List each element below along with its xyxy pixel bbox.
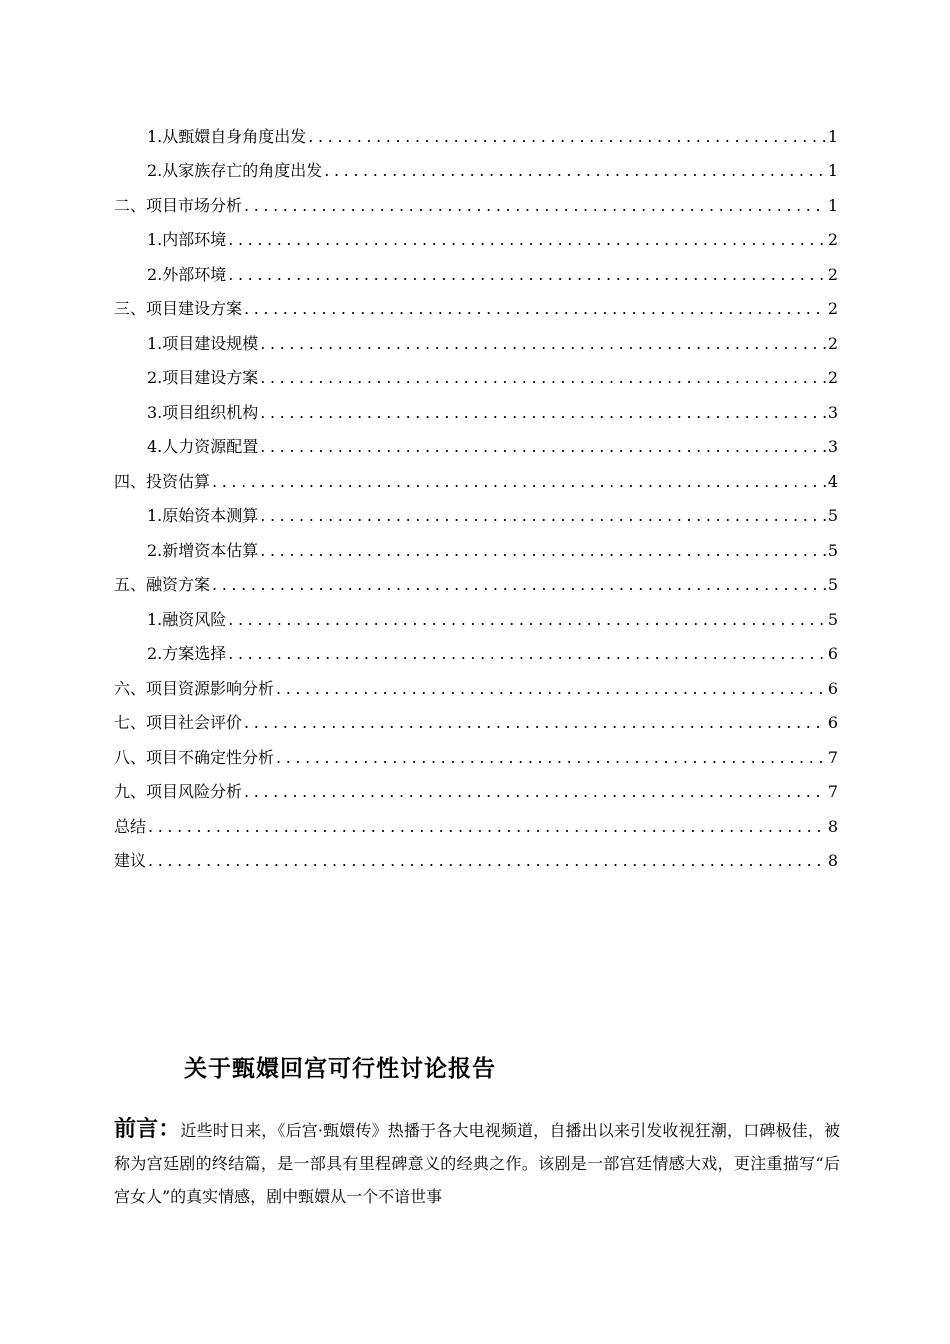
- toc-entry-text: 2.新增资本估算: [147, 541, 259, 560]
- toc-dot-leader: [260, 365, 826, 391]
- toc-entry-text: 八、项目不确定性分析: [114, 748, 275, 767]
- toc-entry[interactable]: [114, 814, 838, 840]
- toc-page-number: 2: [827, 230, 838, 249]
- toc-page-number: 8: [827, 851, 838, 870]
- toc-page-number: 6: [827, 713, 838, 732]
- toc-entry-text: 1.原始资本测算: [147, 506, 259, 525]
- toc-dot-leader: [148, 814, 826, 840]
- toc-page-number: 2: [827, 334, 838, 353]
- toc-dot-leader: [276, 745, 826, 771]
- toc-dot-leader: [260, 400, 826, 426]
- toc-entry-text: 4.人力资源配置: [147, 437, 259, 456]
- toc-dot-leader: [228, 227, 826, 253]
- toc-entry-text: 2.方案选择: [147, 644, 227, 663]
- toc-entry[interactable]: [147, 434, 838, 460]
- toc-entry-text: 三、项目建设方案: [114, 299, 243, 318]
- toc-entry[interactable]: [147, 124, 838, 150]
- toc-entry-text: 2.外部环境: [147, 265, 227, 284]
- toc-entry-text: 六、项目资源影响分析: [114, 679, 275, 698]
- toc-entry-text: 3.项目组织机构: [147, 403, 259, 422]
- toc-dot-leader: [244, 779, 826, 805]
- toc-page-number: 3: [827, 403, 838, 422]
- preface-text: 近些时日来，《后宫·甄嬛传》热播于各大电视频道，自播出以来引发收视狂潮，口碑极佳，被称为宫廷剧的终结篇，是一部具有里程碑意义的经典之作。该剧是一部宫廷情感大戏，更注重描写“后宫女人”的真实情感，剧中甄嬛从一个不谙世事: [114, 1121, 840, 1206]
- toc-entry-text: 建议: [114, 851, 147, 870]
- toc-entry[interactable]: [147, 607, 838, 633]
- toc-page-number: 2: [827, 368, 838, 387]
- toc-dot-leader: [260, 331, 826, 357]
- toc-entry-text: 2.项目建设方案: [147, 368, 259, 387]
- toc-entry[interactable]: [114, 710, 838, 736]
- toc-page-number: 5: [827, 610, 838, 629]
- toc-entry-text: 1.从甄嬛自身角度出发: [147, 127, 307, 146]
- toc-page-number: 4: [827, 472, 838, 491]
- toc-page-number: 1: [827, 127, 838, 146]
- toc-entry[interactable]: [114, 572, 838, 598]
- toc-page-number: 7: [827, 748, 838, 767]
- toc-page-number: 7: [827, 782, 838, 801]
- toc-page-number: 6: [827, 679, 838, 698]
- toc-entry[interactable]: [147, 641, 838, 667]
- toc-entry[interactable]: [114, 676, 838, 702]
- toc-entry-text: 四、投资估算: [114, 472, 211, 491]
- toc-entry[interactable]: [147, 538, 838, 564]
- toc-dot-leader: [276, 676, 826, 702]
- toc-entry-text: 2.从家族存亡的角度出发: [147, 161, 323, 180]
- toc-entry-text: 1.项目建设规模: [147, 334, 259, 353]
- toc-dot-leader: [260, 538, 826, 564]
- toc-page-number: 2: [827, 299, 838, 318]
- preface-label: 前言：: [114, 1117, 181, 1142]
- toc-entry[interactable]: [114, 779, 838, 805]
- toc-entry-text: 总结: [114, 817, 147, 836]
- toc-entry-text: 1.融资风险: [147, 610, 227, 629]
- toc-entry[interactable]: [114, 745, 838, 771]
- toc-page-number: 5: [827, 506, 838, 525]
- toc-dot-leader: [212, 469, 826, 495]
- toc-entry[interactable]: [114, 193, 838, 219]
- toc-entry[interactable]: [147, 331, 838, 357]
- toc-entry-text: 五、融资方案: [114, 575, 211, 594]
- toc-entry[interactable]: [147, 227, 838, 253]
- toc-entry[interactable]: [114, 469, 838, 495]
- toc-page-number: 1: [827, 196, 838, 215]
- preface-paragraph: [114, 1113, 840, 1213]
- toc-dot-leader: [228, 607, 826, 633]
- toc-dot-leader: [244, 710, 826, 736]
- toc-dot-leader: [260, 503, 826, 529]
- toc-page-number: 5: [827, 541, 838, 560]
- toc-entry[interactable]: [147, 400, 838, 426]
- toc-dot-leader: [228, 641, 826, 667]
- toc-page-number: 6: [827, 644, 838, 663]
- toc-entry[interactable]: [147, 503, 838, 529]
- toc-page-number: 3: [827, 437, 838, 456]
- document-title: 关于甄嬛回宫可行性讨论报告: [184, 1056, 496, 1082]
- toc-page-number: 2: [827, 265, 838, 284]
- toc-entry-text: 1.内部环境: [147, 230, 227, 249]
- toc-entry-text: 二、项目市场分析: [114, 196, 243, 215]
- toc-entry[interactable]: [147, 262, 838, 288]
- toc-entry[interactable]: [114, 848, 838, 874]
- toc-entry[interactable]: [114, 296, 838, 322]
- toc-entry[interactable]: [147, 158, 838, 184]
- toc-dot-leader: [148, 848, 826, 874]
- toc-dot-leader: [324, 158, 826, 184]
- toc-entry-text: 九、项目风险分析: [114, 782, 243, 801]
- toc-dot-leader: [212, 572, 826, 598]
- toc-dot-leader: [244, 193, 826, 219]
- toc-entry[interactable]: [147, 365, 838, 391]
- toc-dot-leader: [260, 434, 826, 460]
- toc-dot-leader: [308, 124, 826, 150]
- toc-entry-text: 七、项目社会评价: [114, 713, 243, 732]
- toc-dot-leader: [244, 296, 826, 322]
- toc-page-number: 8: [827, 817, 838, 836]
- toc-page-number: 5: [827, 575, 838, 594]
- toc-dot-leader: [228, 262, 826, 288]
- toc-page-number: 1: [827, 161, 838, 180]
